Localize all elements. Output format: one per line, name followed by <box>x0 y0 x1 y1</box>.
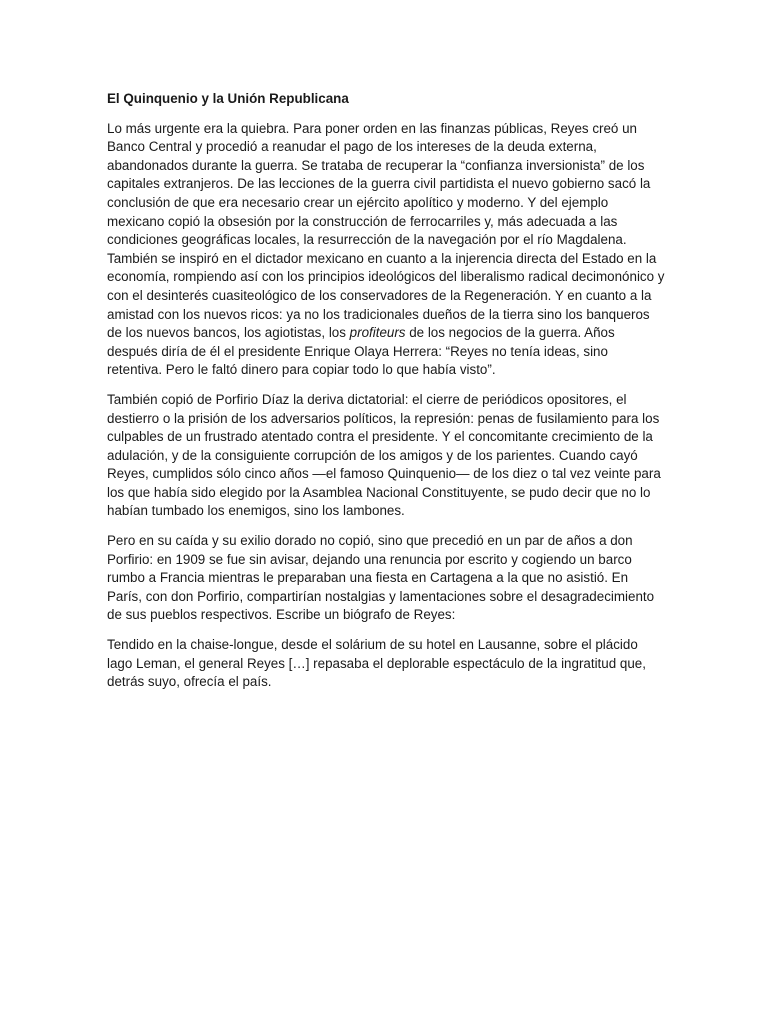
document-title: El Quinquenio y la Unión Republicana <box>107 91 349 106</box>
paragraph-1-text-b: de los negocios de la guerra. Años después diría de él el presidente Enrique Olaya Herrera: “Reyes no tenía ideas, sino retentiva. Pero le faltó dinero para copiar todo lo que había visto”. <box>107 325 615 378</box>
paragraph-2: También copió de Porfirio Díaz la deriva dictatorial: el cierre de periódicos opositores, el destierro o la prisión de los adversarios políticos, la represión: penas de fusilamiento para los culpables de un frustrado atentado contra el presidente. Y el concomitante crecimiento de la adulación, y de la consiguiente corrupción de los amigos y de los parientes. Cuando cayó Reyes, cumplidos sólo cinco años —el famoso Quinquenio— de los diez o tal vez veinte para los que había sido elegido por la Asamblea Nacional Constituyente, se pudo decir que no lo habían tumbado los enemigos, sino los lambones. <box>107 391 661 519</box>
document-page <box>107 90 665 703</box>
paragraph-3: Pero en su caída y su exilio dorado no copió, sino que precedió en un par de años a don Porfirio: en 1909 se fue sin avisar, dejando una renuncia por escrito y cogiendo un barco rumbo a Francia mientras le preparaban una fiesta en Cartagena a la que no asistió. En París, con don Porfirio, compartirían nostalgias y lamentaciones sobre el desagradecimiento de sus pueblos respectivos. Escribe un biógrafo de Reyes: <box>107 533 655 623</box>
paragraph-4-quote: Tendido en la chaise-longue, desde el solárium de su hotel en Lausanne, sobre el plácido lago Leman, el general Reyes […] repasaba el deplorable espectáculo de la ingratitud que, detrás suyo, ofrecía el país. <box>107 637 646 690</box>
paragraph-1-text-a: Lo más urgente era la quiebra. Para poner orden en las finanzas públicas, Reyes creó un Banco Central y procedió a reanudar el pago de los intereses de la deuda externa, abandonados durante la guerra. Se trataba de recuperar la “confianza inversionista” de los capitales extranjeros. De las lecciones de la guerra civil partidista el nuevo gobierno sacó la conclusión de que era necesario crear un ejército apolítico y moderno. Y del ejemplo mexicano copió la obsesión por la construcción de ferrocarriles y, más adecuada a las condiciones geográficas locales, la resurrección de la navegación por el río Magdalena. También se inspiró en el dictador mexicano en cuanto a la injerencia directa del Estado en la economía, rompiendo así con los principios ideológicos del liberalismo radical decimonónico y con el desinterés cuasiteológico de los conservadores de la Regeneración. Y en cuanto a la amistad con los nuevos ricos: ya no los tradicionales dueños de la tierra sino los banqueros de los nuevos bancos, los agiotistas, los <box>107 120 665 341</box>
paragraph-1-italic-term: profiteurs <box>349 325 406 341</box>
paragraph-1 <box>107 120 665 380</box>
